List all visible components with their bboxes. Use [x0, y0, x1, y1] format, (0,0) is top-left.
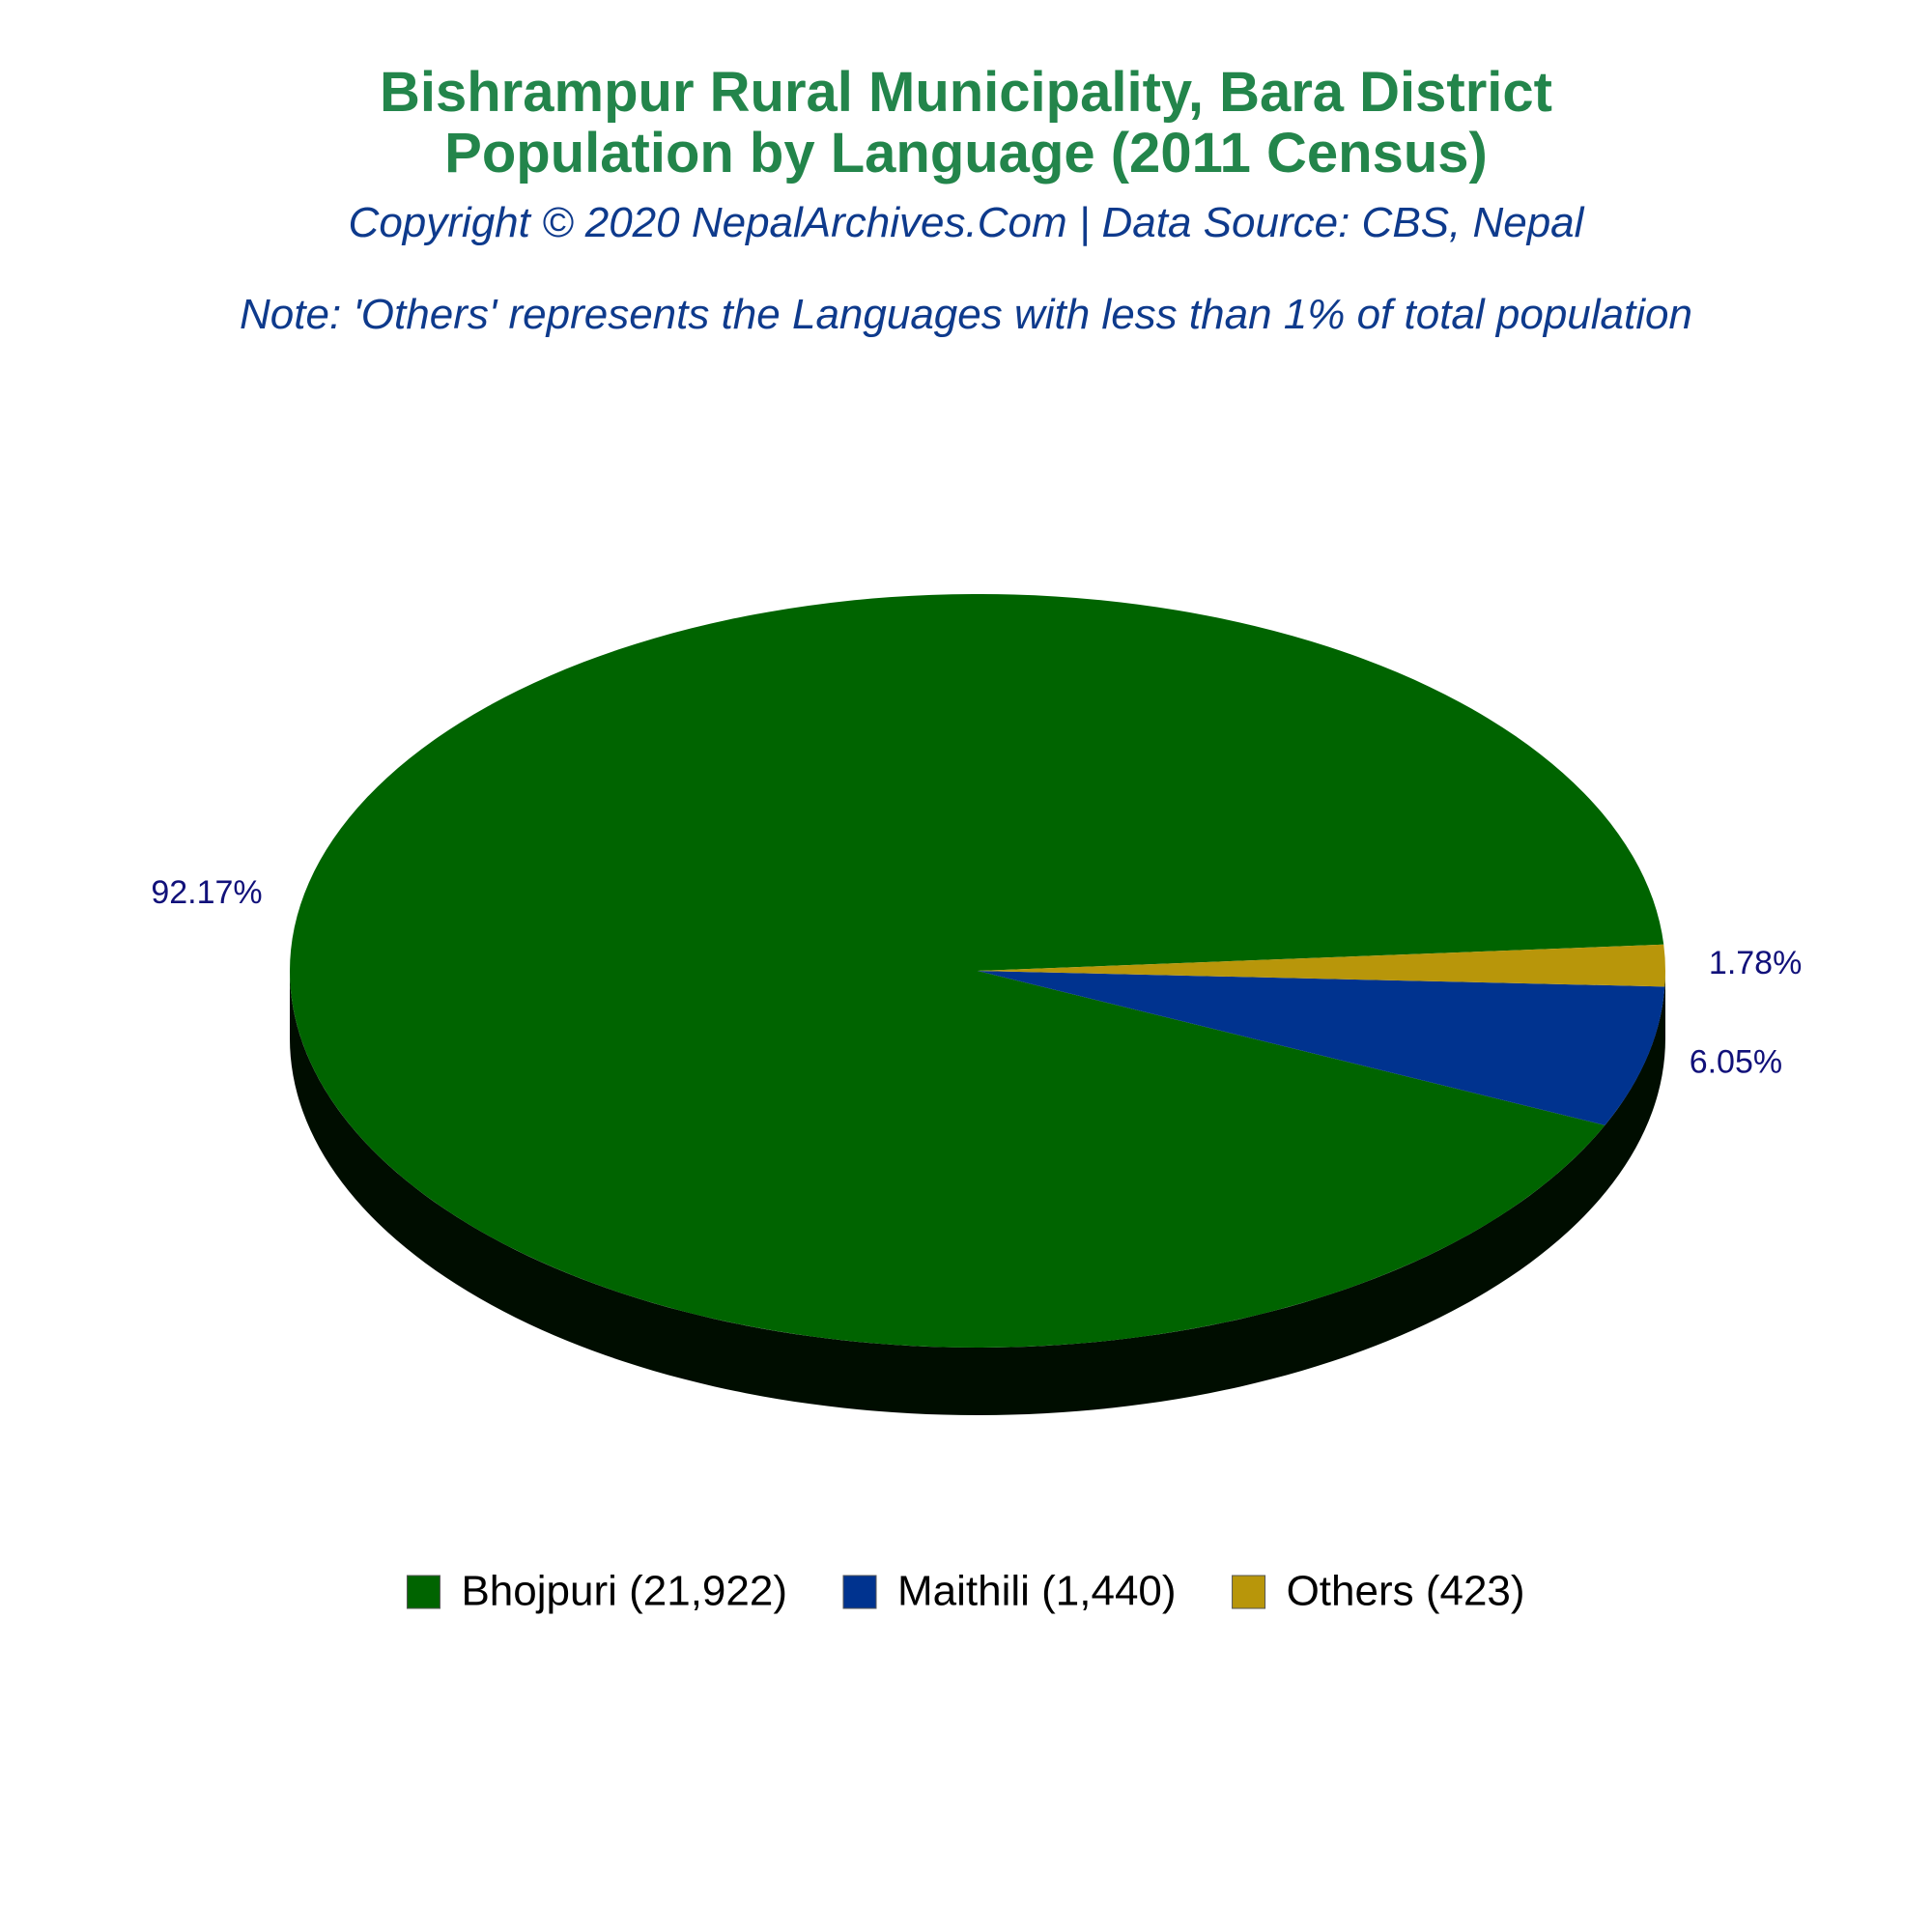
- legend-item-maithili: [843, 1568, 1177, 1615]
- data-label-bhojpuri: 92.17%: [151, 874, 263, 912]
- legend-item-bhojpuri: [407, 1568, 787, 1615]
- data-label-maithili: 6.05%: [1689, 1043, 1783, 1081]
- legend: [407, 1568, 1524, 1615]
- chart-title-line-1: Bishrampur Rural Municipality, Bara District: [380, 61, 1552, 124]
- chart-title-line-2: Population by Language (2011 Census): [444, 122, 1488, 185]
- legend-swatch-bhojpuri: [407, 1576, 440, 1608]
- legend-swatch-others: [1233, 1576, 1265, 1608]
- legend-label-others: Others (423): [1286, 1567, 1525, 1615]
- legend-label-maithili: Maithili (1,440): [897, 1567, 1177, 1615]
- pie-group: [290, 594, 1665, 1415]
- chart-subtitle: Copyright © 2020 NepalArchives.Com | Data Source: CBS, Nepal: [348, 199, 1584, 246]
- legend-item-others: [1233, 1568, 1525, 1615]
- chart-note: Note: 'Others' represents the Languages with less than 1% of total population: [240, 291, 1692, 338]
- legend-swatch-maithili: [843, 1576, 876, 1608]
- data-label-others: 1.78%: [1708, 945, 1803, 982]
- legend-label-bhojpuri: Bhojpuri (21,922): [461, 1567, 787, 1615]
